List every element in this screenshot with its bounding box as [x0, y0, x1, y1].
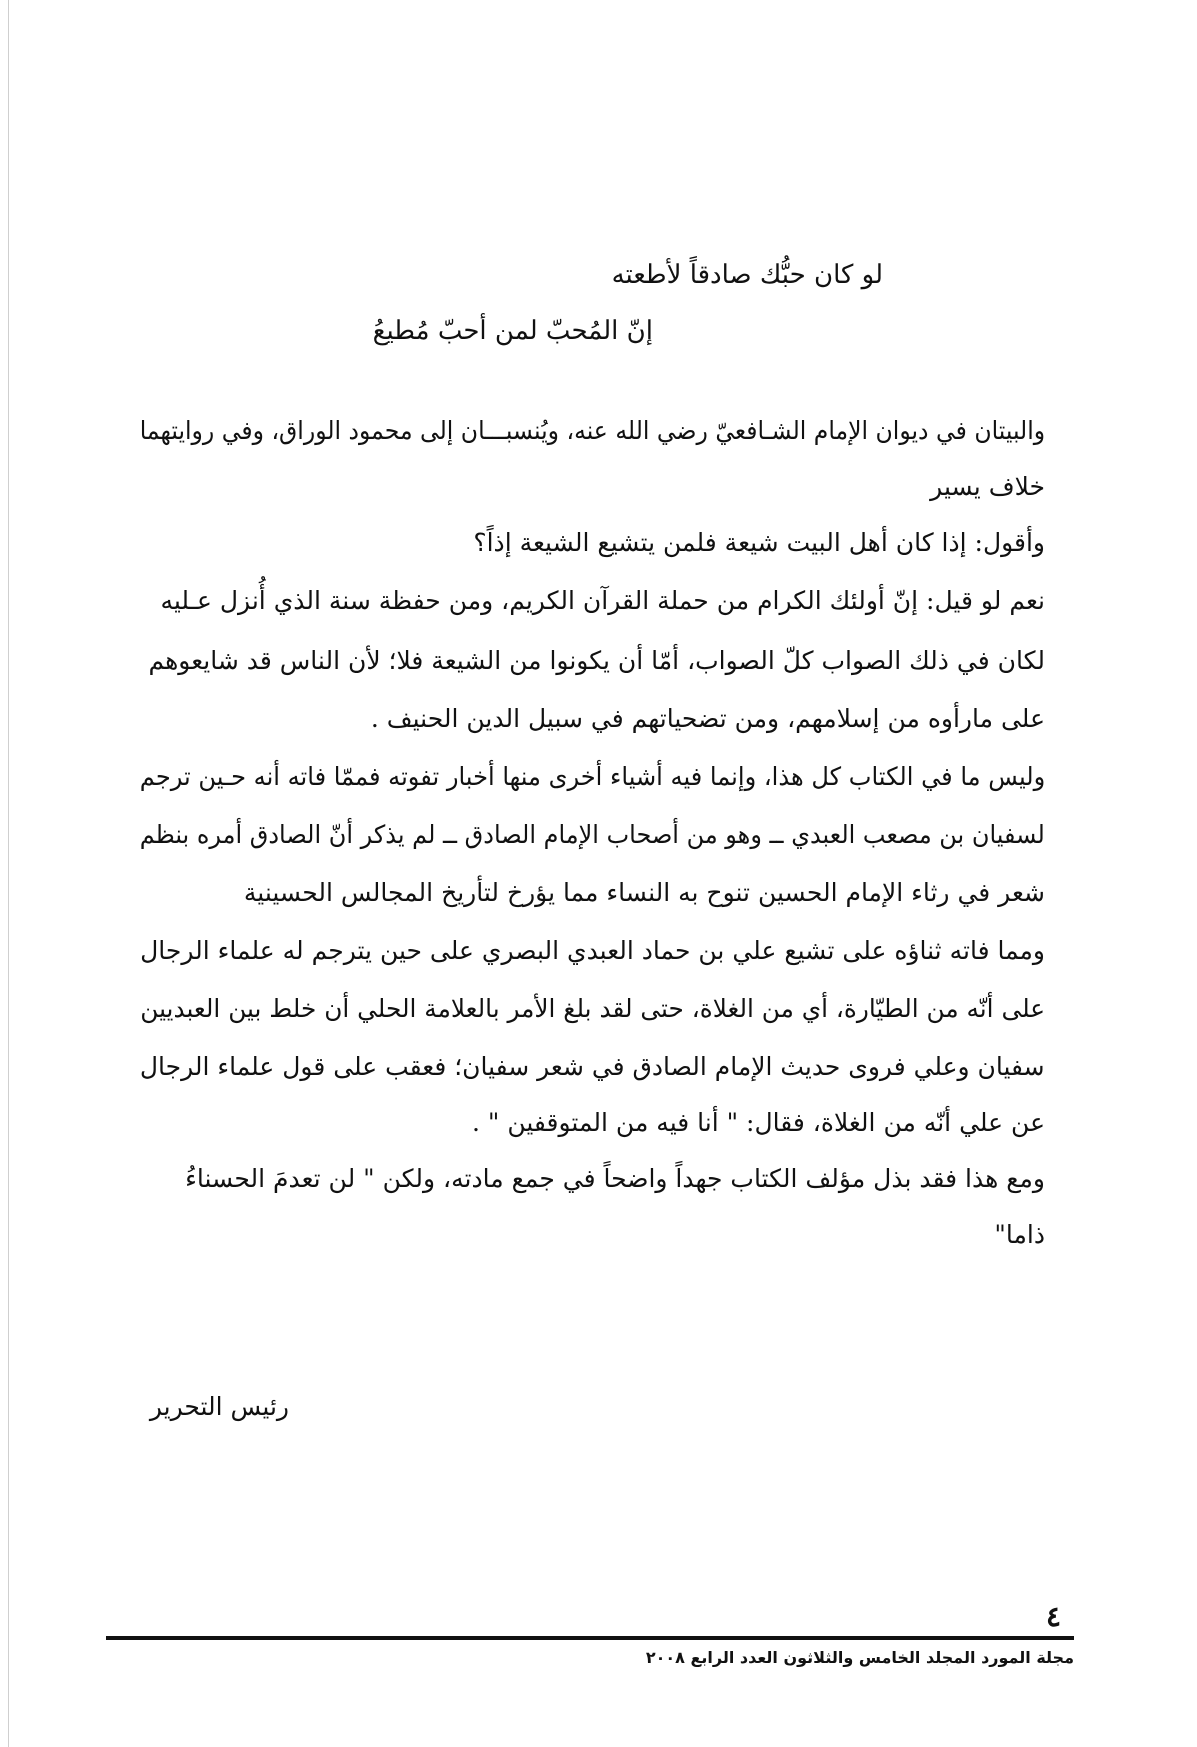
body-line: وأقول: إذا كان أهل البيت شيعة فلمن يتشيع الشيعة إذاً؟: [473, 528, 1045, 557]
body-line: عن علي أنّه من الغلاة، فقال: " أنا فيه من المتوقفين " .: [471, 1108, 1045, 1137]
body-line: خلاف يسير: [930, 472, 1045, 501]
body-line: شعر في رثاء الإمام الحسين تنوح به النساء مما يؤرخ لتأريخ المجالس الحسينية: [243, 878, 1045, 907]
footer-rule: [106, 1636, 1074, 1640]
body-line: سفيان وعلي فروى حديث الإمام الصادق في شعر سفيان؛ فعقب على قول علماء الرجال: [140, 1052, 1045, 1081]
body-line: لسفيان بن مصعب العبدي ــ وهو من أصحاب الإمام الصادق ــ لم يذكر أنّ الصادق أمره بنظم: [139, 820, 1045, 849]
body-line: على مارأوه من إسلامهم، ومن تضحياتهم في سبيل الدين الحنيف .: [370, 704, 1045, 733]
body-line: نعم لو قيل: إنّ أولئك الكرام من حملة القرآن الكريم، ومن حفظة سنة الذي أُنزل عـليه: [160, 586, 1045, 615]
body-line: وليس ما في الكتاب كل هذا، وإنما فيه أشياء أخرى منها أخبار تفوته فممّا فاته أنه حـين ترجم: [139, 762, 1045, 791]
journal-footer: مجلة المورد المجلد الخامس والثلاثون العدد الرابع ٢٠٠٨: [645, 1648, 1074, 1667]
body-line: ومما فاته ثناؤه على تشيع علي بن حماد العبدي البصري على حين يترجم له علماء الرجال: [140, 936, 1045, 965]
body-line: والبيتان في ديوان الإمام الشـافعيّ رضي الله عنه، ويُنسبـــان إلى محمود الوراق، وفي روايتهما: [139, 416, 1045, 445]
page-number: ٤: [1046, 1600, 1062, 1633]
body-line: على أنّه من الطيّارة، أي من الغلاة، حتى لقد بلغ الأمر بالعلامة الحلي أن خلط بين العبديين: [140, 994, 1045, 1023]
poem-verse-2: إنّ المُحبّ لمن أحبّ مُطيعُ: [372, 316, 653, 346]
body-line: ذاما": [994, 1220, 1045, 1249]
page-edge-line: [8, 0, 9, 1747]
body-line: لكان في ذلك الصواب كلّ الصواب، أمّا أن يكونوا من الشيعة فلا؛ لأن الناس قد شايعوهم: [148, 646, 1045, 675]
editor-signature: رئيس التحرير: [149, 1392, 289, 1421]
poem-verse-1: لو كان حبُّك صادقاً لأطعته: [611, 260, 883, 290]
body-line: ومع هذا فقد بذل مؤلف الكتاب جهداً واضحاً في جمع مادته، ولكن " لن تعدمَ الحسناءُ: [185, 1164, 1045, 1193]
